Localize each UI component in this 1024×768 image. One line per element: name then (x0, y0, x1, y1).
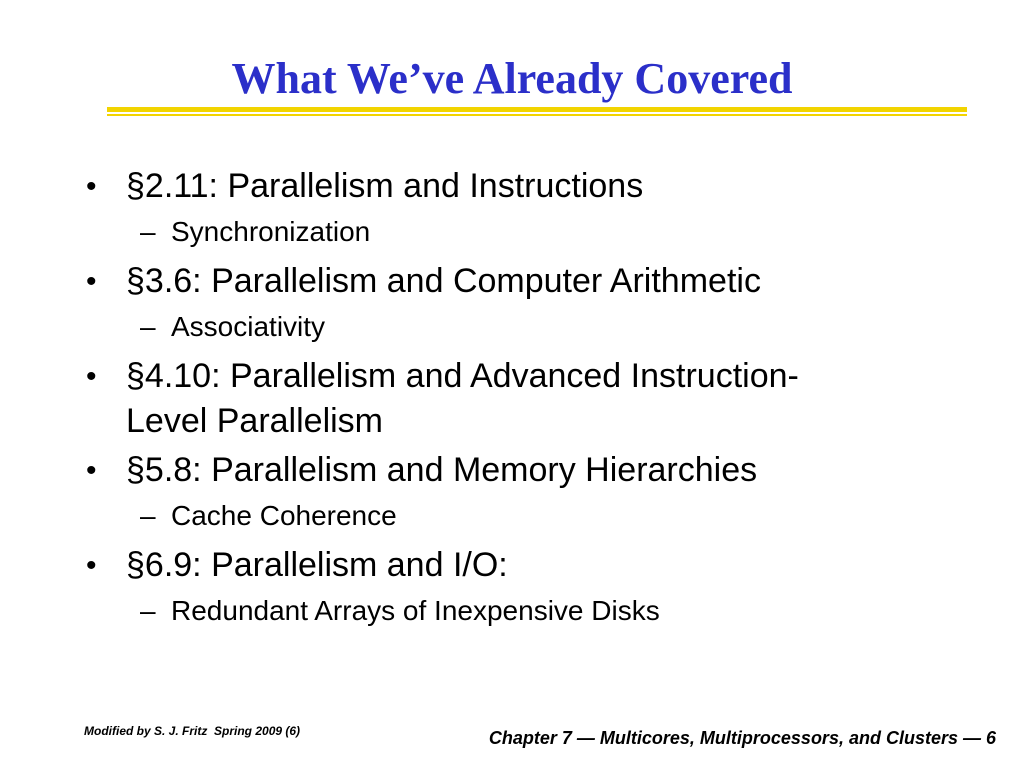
slide-title: What We’ve Already Covered (231, 54, 793, 103)
sub-item-text: Synchronization (171, 216, 371, 247)
sub-list (126, 304, 966, 350)
bullet-text-line-1: §4.10: Parallelism and Advanced Instruction- (126, 357, 799, 395)
sub-list (126, 493, 966, 539)
dash-icon: – (140, 311, 156, 342)
bullet-icon: • (86, 265, 97, 298)
bullet-icon: • (86, 360, 97, 393)
bullet-text-line-2: Level Parallelism (126, 402, 383, 440)
sub-item (126, 209, 966, 255)
title-underline-thin (107, 114, 967, 116)
footer-chapter-page: Chapter 7 — Multicores, Multiprocessors, and Clusters — 6 (488, 728, 996, 748)
dash-icon: – (140, 500, 156, 531)
dash-icon: – (140, 595, 156, 626)
bullet-item (86, 543, 966, 634)
sub-list (126, 588, 966, 634)
sub-list (126, 209, 966, 255)
bullet-text: §2.11: Parallelism and Instructions (126, 167, 644, 205)
bullet-item (86, 259, 966, 350)
bullet-icon: • (86, 454, 97, 487)
bullet-text: §6.9: Parallelism and I/O: (126, 546, 508, 584)
bullet-item (86, 354, 966, 444)
bullet-text: §5.8: Parallelism and Memory Hierarchies (126, 451, 758, 489)
footer-credit: Modified by S. J. Fritz Spring 2009 (6) (84, 724, 301, 738)
bullet-item (86, 164, 966, 255)
bullet-item (86, 448, 966, 539)
sub-item-text: Cache Coherence (171, 500, 397, 531)
sub-item (126, 304, 966, 350)
title-underline-thick (107, 107, 967, 112)
bullet-list (86, 164, 966, 634)
sub-item (126, 588, 966, 634)
bullet-text: §3.6: Parallelism and Computer Arithmetic (126, 262, 761, 300)
dash-icon: – (140, 216, 156, 247)
sub-item-text: Redundant Arrays of Inexpensive Disks (171, 595, 660, 626)
sub-item (126, 493, 966, 539)
bullet-icon: • (86, 170, 97, 203)
sub-item-text: Associativity (171, 311, 326, 342)
bullet-icon: • (86, 549, 97, 582)
